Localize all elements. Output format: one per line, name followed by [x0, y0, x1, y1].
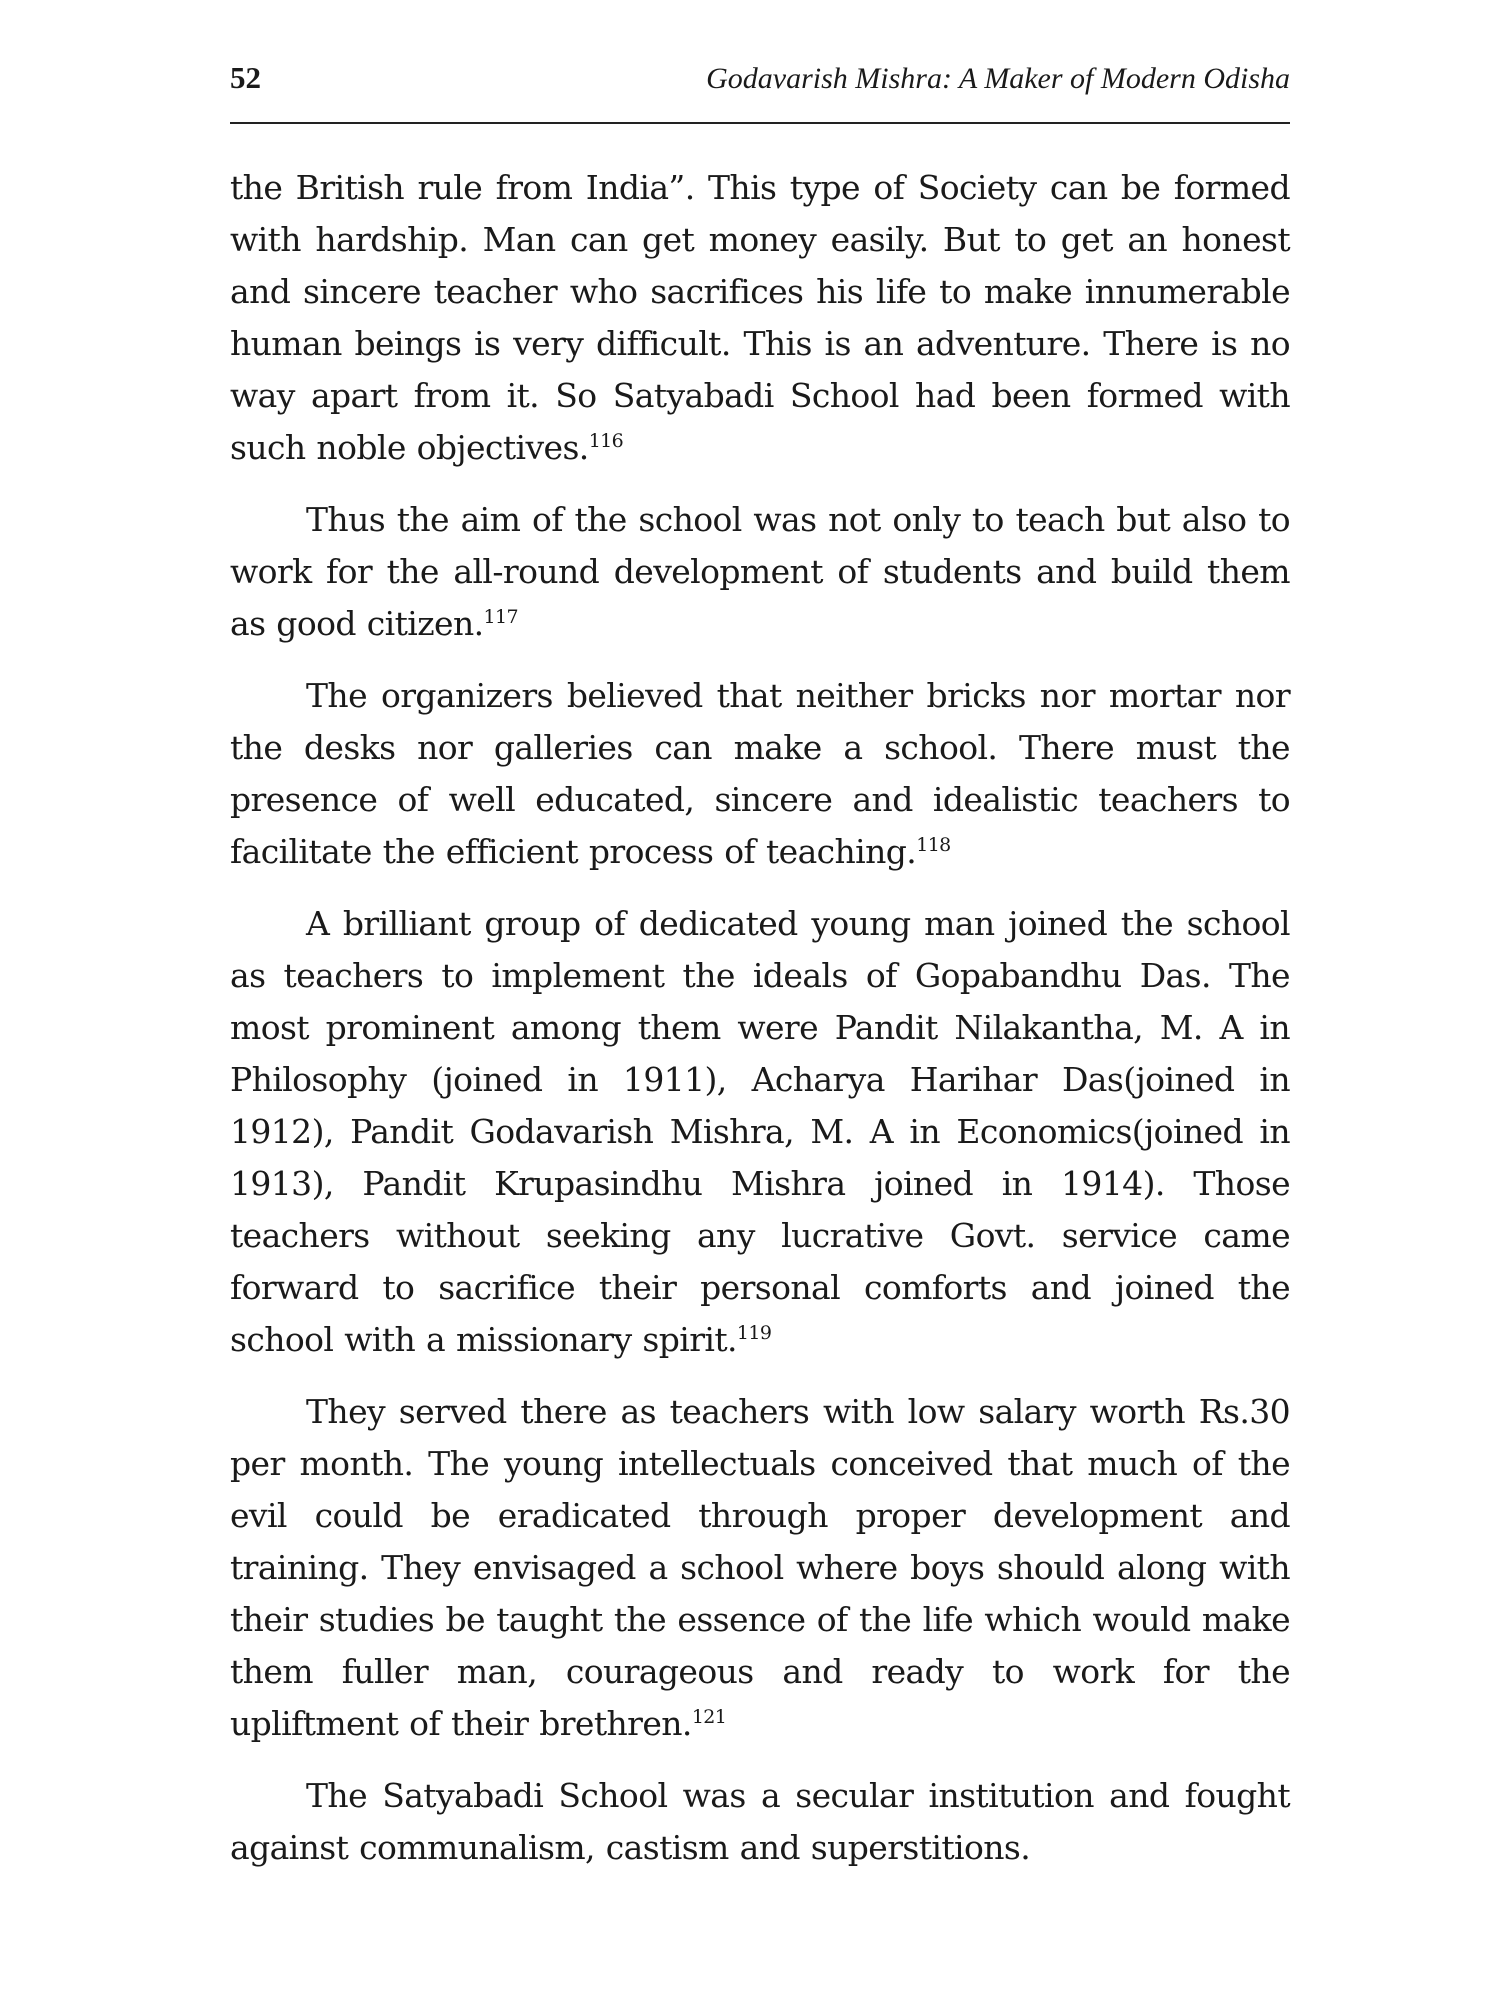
paragraph-6	[230, 1770, 1290, 1874]
footnote-ref: 117	[483, 606, 518, 628]
paragraph-text: A brilliant group of dedicated young man joined the school as teachers to implement the ideals of Gopabandhu Das. The most prominent among them were Pandit Nilakantha, M. A in Philosophy (joined in 1911), Acharya Harihar Das(joined in 1912), Pandit Godavarish Mishra, M. A in Economics(joined in 1913), Pandit Krupasindhu Mishra joined in 1914). Those teachers without seeking any lucrative Govt. service came forward to sacrifice their personal comforts and joined the school with a missionary spirit.	[230, 904, 1290, 1359]
paragraph-text: The organizers believed that neither bricks nor mortar nor the desks nor galleries can make a school. There must the presence of well educated, sincere and idealistic teachers to facilitate the efficient process of teaching.	[230, 676, 1290, 871]
footnote-ref: 118	[916, 834, 951, 856]
paragraph-5	[230, 1386, 1290, 1750]
page-header	[230, 60, 1290, 124]
paragraph-text: The Satyabadi School was a secular institution and fought against communalism, castism and superstitions.	[230, 1776, 1290, 1867]
paragraph-text: Thus the aim of the school was not only to teach but also to work for the all-round development of students and build them as good citizen.	[230, 500, 1290, 643]
running-title: Godavarish Mishra: A Maker of Modern Odisha	[706, 62, 1290, 95]
page-number: 52	[230, 60, 261, 95]
paragraph-text: the British rule from India”. This type of Society can be formed with hardship. Man can get money easily. But to get an honest and sincere teacher who sacrifices his life to make innumerable human beings is very difficult. This is an adventure. There is no way apart from it. So Satyabadi School had been formed with such noble objectives.	[230, 168, 1290, 467]
paragraph-3	[230, 670, 1290, 878]
paragraph-text: They served there as teachers with low salary worth Rs.30 per month. The young intellectuals conceived that much of the evil could be eradicated through proper development and training. They envisaged a school where boys should along with their studies be taught the essence of the life which would make them fuller man, courageous and ready to work for the upliftment of their brethren.	[230, 1392, 1290, 1743]
page-body	[230, 162, 1290, 1874]
paragraph-4	[230, 898, 1290, 1366]
paragraph-1	[230, 162, 1290, 474]
footnote-ref: 116	[588, 430, 624, 452]
book-page	[230, 60, 1290, 1894]
footnote-ref: 121	[691, 1706, 727, 1728]
paragraph-2	[230, 494, 1290, 650]
footnote-ref: 119	[736, 1322, 772, 1344]
